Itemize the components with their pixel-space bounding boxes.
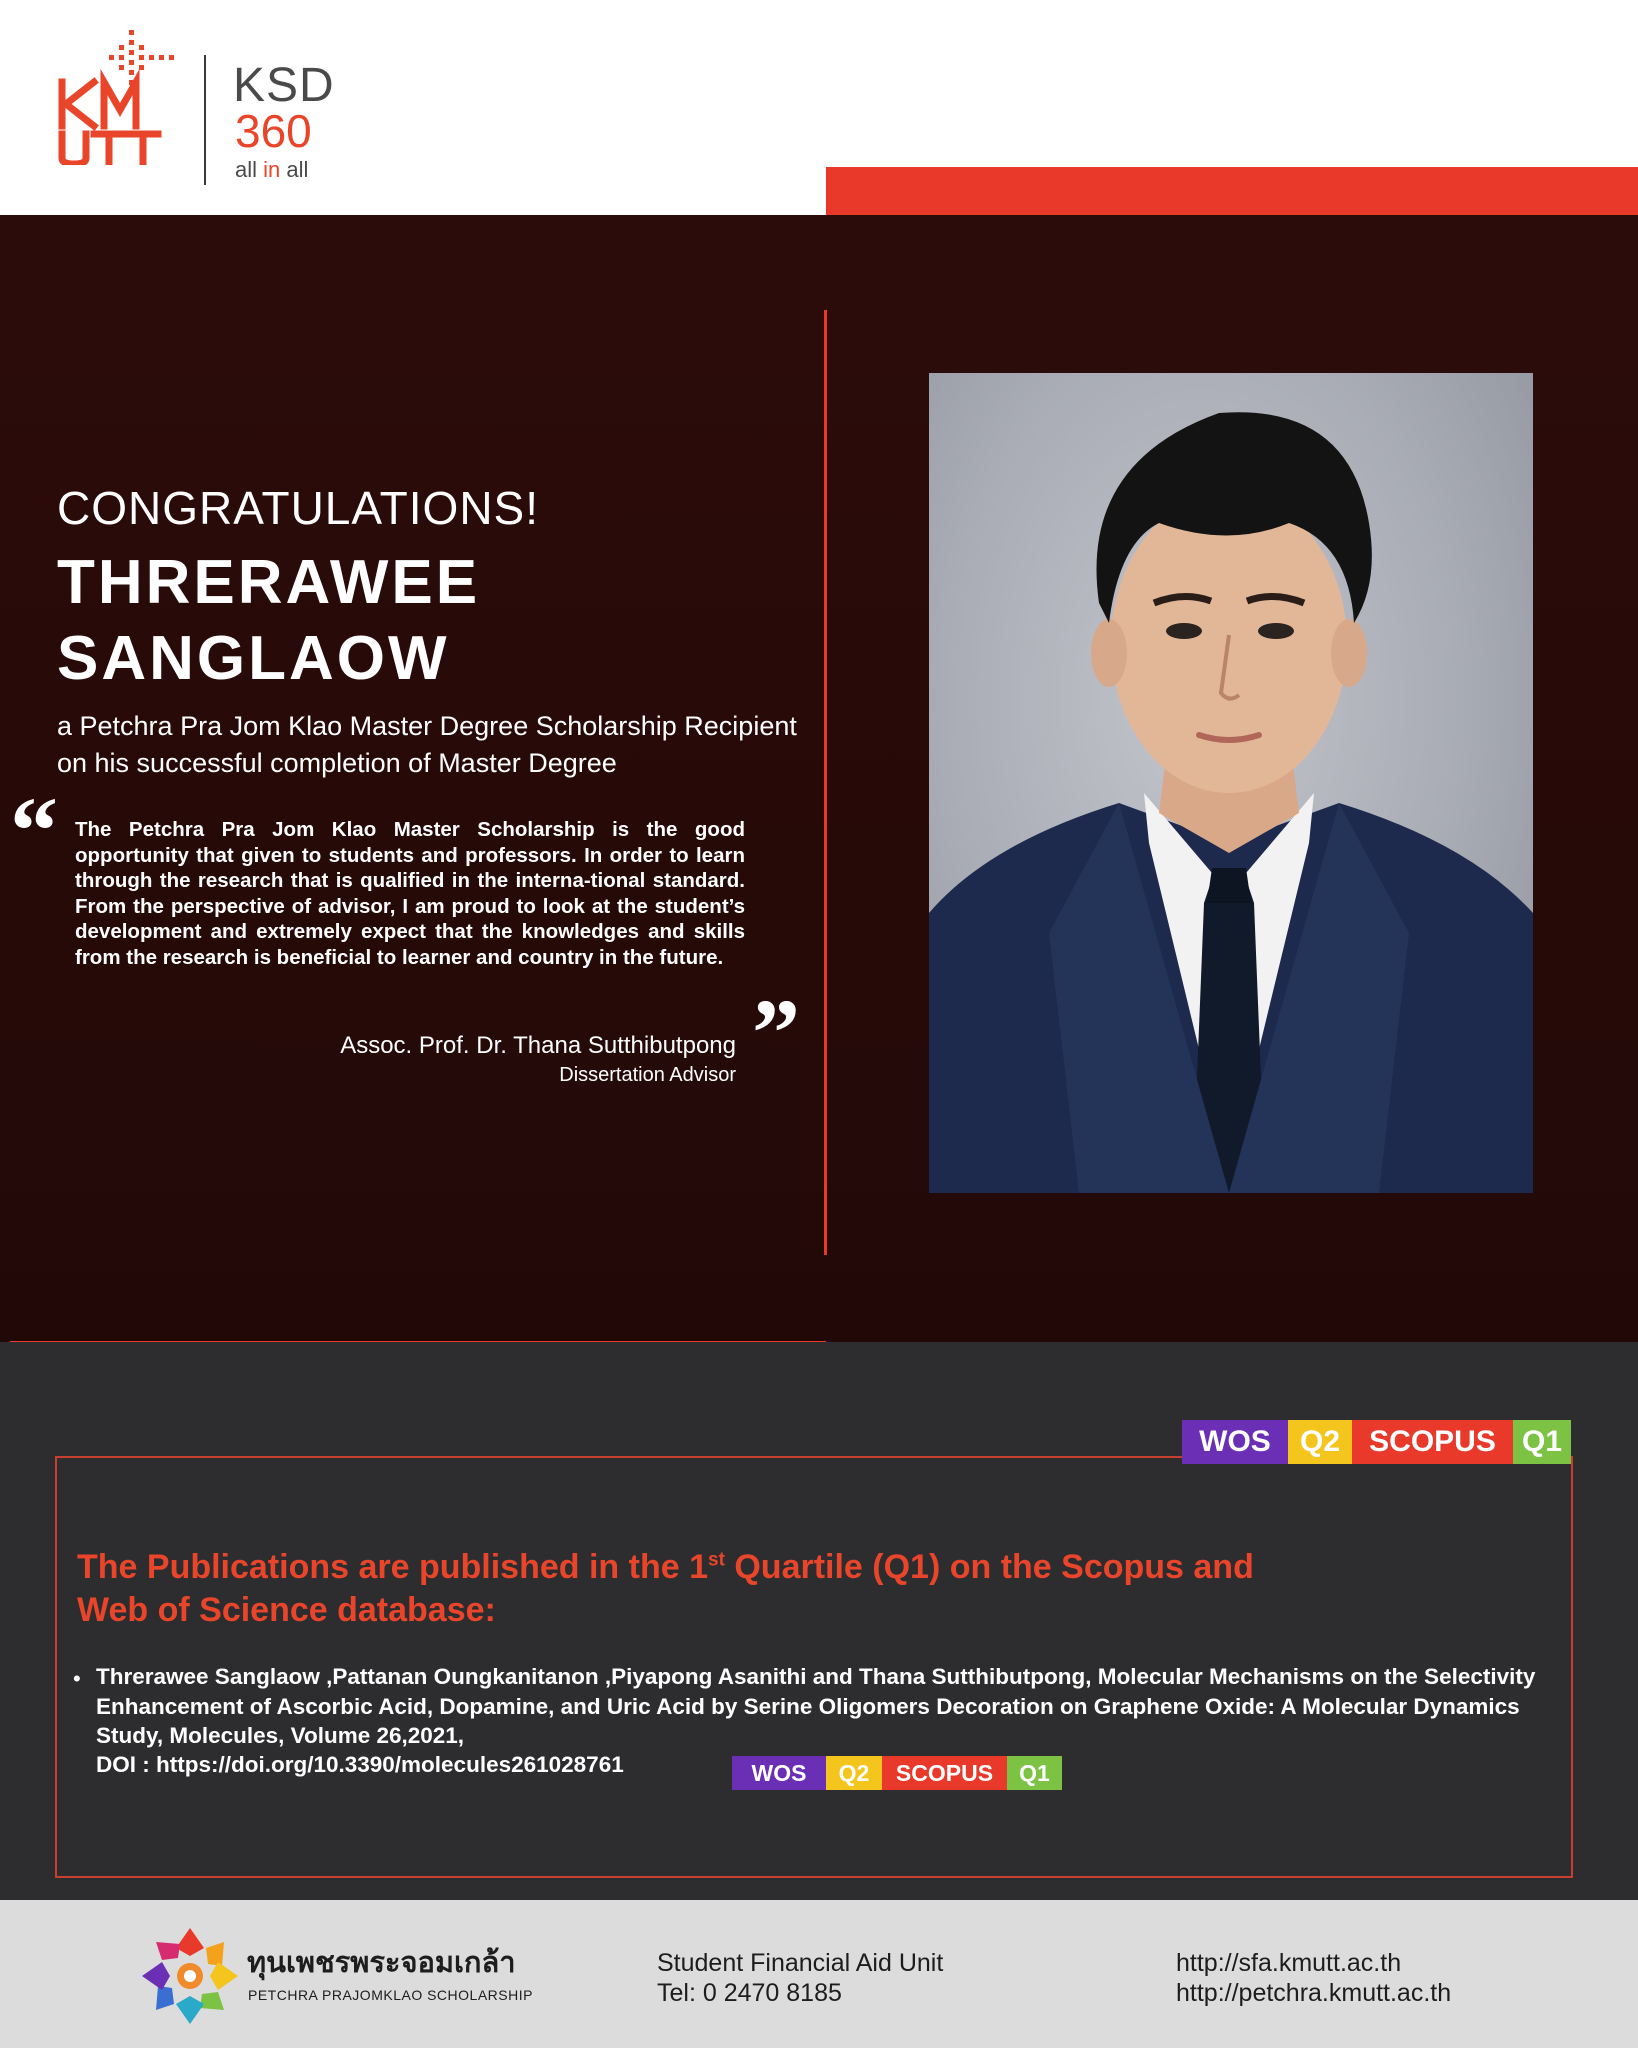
ksd-logo-text: KSD [233, 59, 335, 112]
advisor-quote: The Petchra Pra Jom Klao Master Scholarship is the good opportunity that given to students and professors. In order to learn through the research that is qualified in the interna-tional standard. From the perspective of advisor, I am proud to look at the student’s development and extremely expect that the knowledges and skills from the research is beneficial to learner and country in the future. [75, 818, 745, 969]
badge-scopus: SCOPUS [1352, 1420, 1513, 1464]
publications-heading: The Publications are published in the 1st Quartile (Q1) on the Scopus and Web of Science database: [77, 1548, 1254, 1629]
petchra-website-link[interactable]: http://petchra.kmutt.ac.th [1176, 1979, 1452, 2007]
close-quote-icon: ” [752, 979, 800, 1086]
petchra-scholarship-logo [140, 1926, 240, 2026]
advisor-role: Dissertation Advisor [559, 1064, 736, 1086]
badge-q1: Q1 [1007, 1756, 1062, 1790]
footer [0, 1900, 1638, 2048]
publication-index-badge [732, 1756, 1062, 1790]
ksd-logo-number: 360 [235, 105, 312, 157]
open-quote-icon: “ [10, 777, 58, 884]
advisor-name: Assoc. Prof. Dr. Thana Sutthibutpong [340, 1032, 736, 1059]
list-bullet: • [73, 1666, 81, 1691]
recipient-subtitle: a Petchra Pra Jom Klao Master Degree Scholarship Recipient on his successful completion of Master Degree [57, 711, 797, 778]
header [0, 0, 1638, 215]
recipient-name: THRERAWEE SANGLAOW [57, 548, 481, 693]
congratulations-heading: CONGRATULATIONS! [57, 482, 539, 534]
kmutt-logo [58, 30, 183, 165]
ksd360-logo [233, 59, 343, 187]
contact-phone: Tel: 0 2470 8185 [657, 1979, 842, 2007]
recipient-portrait [929, 373, 1533, 1193]
petchra-thai-name: ทุนเพชรพระจอมเกล้า [247, 1947, 516, 1979]
badge-wos: WOS [1182, 1420, 1288, 1464]
badge-scopus: SCOPUS [882, 1756, 1007, 1790]
hero-divider [824, 310, 827, 1255]
ksd-logo-tagline: all in all [235, 157, 309, 182]
publication-doi-link[interactable]: DOI : https://doi.org/10.3390/molecules261028761 [96, 1752, 624, 1777]
badge-q1: Q1 [1513, 1420, 1571, 1464]
index-badge [1182, 1420, 1571, 1464]
badge-wos: WOS [732, 1756, 826, 1790]
publications-section [0, 1342, 1638, 1900]
badge-q2: Q2 [826, 1756, 882, 1790]
hero-section [0, 215, 1638, 1342]
petchra-english-name: PETCHRA PRAJOMKLAO SCHOLARSHIP [248, 1987, 533, 2003]
contact-unit: Student Financial Aid Unit [657, 1949, 944, 1977]
logo-divider [204, 55, 206, 185]
publication-citation: Threrawee Sanglaow ,Pattanan Oungkanitanon ,Piyapong Asanithi and Thana Sutthibutpong, Molecular Mechanisms on the Selectivity Enhancement of Ascorbic Acid, Dopamine, and Uric Acid by Serine Oligomers Decoration on Graphene Oxide: A Molecular Dynamics Study, Molecules, Volume 26,2021, [96, 1664, 1536, 1748]
badge-q2: Q2 [1288, 1420, 1352, 1464]
sfa-website-link[interactable]: http://sfa.kmutt.ac.th [1176, 1949, 1402, 1977]
